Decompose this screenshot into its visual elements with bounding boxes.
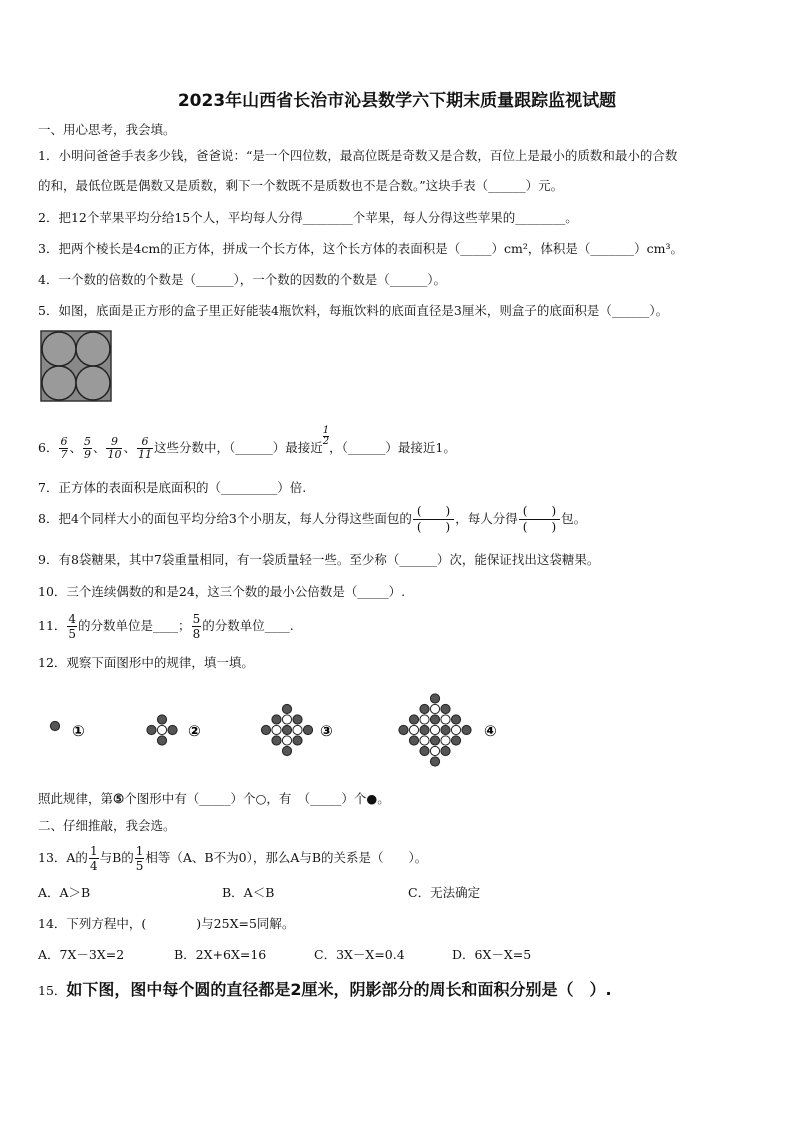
filled-dot (50, 721, 59, 730)
question-6-text-1: 这些分数中，（______）最接近 (154, 440, 323, 455)
question-11: 11． $\frac{4}{5}$ 的分数单位是____； $\frac{5}{8}$ 的分数单位____. (38, 612, 294, 641)
filled-dot (441, 704, 450, 713)
answer-fraction-blank-1[interactable]: $\frac{( )}{( )}$ (413, 504, 454, 535)
filled-dot (409, 715, 418, 724)
pattern-figure-2 (147, 715, 177, 745)
filled-dot (293, 715, 302, 724)
question-5: 5．如图，底面是正方形的盒子里正好能装4瓶饮料，每瓶饮料的底面直径是3厘米，则盒子的底面积是（______）。 (38, 303, 669, 318)
filled-dot (420, 725, 429, 734)
filled-dot (157, 715, 166, 724)
question-13: 13．A的 $\frac{1}{4}$ 与B的 $\frac{1}{5}$ 相等（A、B不为0），那么A与B的关系是（ ）。 (38, 844, 428, 873)
fraction-1-2: $\frac{1}{2}$ (322, 425, 330, 447)
section-2-heading: 二、仔细推敲，我会选。 (38, 818, 176, 833)
fraction-6-11: $\frac{6}{11}$ (138, 435, 152, 461)
filled-dot (430, 736, 439, 745)
filled-dot (272, 715, 281, 724)
filled-dot (462, 725, 471, 734)
answer-fraction-blank-2[interactable]: $\frac{( )}{( )}$ (519, 504, 560, 535)
question-6-text-2: ，（______）最接近1。 (329, 440, 456, 455)
fraction-6-7: $\frac{6}{7}$ (60, 435, 68, 461)
question-2: 2．把12个苹果平均分给15个人，平均每人分得________个苹果，每人分得这些苹果的________。 (38, 210, 578, 225)
filled-dot (168, 725, 177, 734)
filled-dot (282, 704, 291, 713)
pattern-figure-1 (50, 721, 59, 730)
question-14-option-d[interactable]: D．6X－X=5 (452, 947, 532, 962)
question-6-number: 6． (38, 440, 59, 455)
page-title: 2023年山西省长治市沁县数学六下期末质量跟踪监视试题 (177, 91, 617, 111)
question-15 (38, 982, 612, 999)
fraction-5-8: $\frac{5}{8}$ (192, 612, 201, 641)
circled-five: ⑤ (113, 791, 125, 806)
pattern-figure-3 (261, 704, 312, 755)
question-8-text-1: 8．把4个同样大小的面包平均分给3个小朋友，每人分得这些面包的 (38, 511, 412, 526)
fraction-9-10: $\frac{9}{10}$ (107, 435, 122, 461)
question-1-line-2: 的和，最低位既是偶数又是质数，剩下一个数既不是质数也不是合数。”这块手表（______）元。 (38, 178, 564, 193)
question-1-line-1: 1．小明问爸爸手表多少钱，爸爸说：“是一个四位数，最高位既是奇数又是合数，百位上是最小的质数和最小的合数 (38, 148, 678, 163)
fraction-1-4: $\frac{1}{4}$ (89, 844, 98, 873)
hollow-dot (441, 715, 450, 724)
filled-dot (409, 736, 418, 745)
hollow-dot (451, 725, 460, 734)
question-9: 9．有8袋糖果，其中7袋重量相同，有一袋质量轻一些。至少称（______）次，能保证找出这袋糖果。 (38, 552, 600, 567)
question-10: 10．三个连续偶数的和是24，这三个数的最小公倍数是（_____）. (38, 584, 406, 599)
bottle-box-figure (40, 330, 112, 402)
hollow-dot (441, 736, 450, 745)
pattern-label-1: ① (72, 722, 85, 740)
question-7: 7．正方体的表面积是底面积的（_________）倍. (38, 480, 307, 495)
question-8-text-3: 包。 (561, 511, 587, 526)
filled-dot (157, 736, 166, 745)
question-12: 12．观察下面图形中的规律，填一填。 (38, 655, 254, 670)
hollow-dot (430, 725, 439, 734)
hollow-dot (420, 736, 429, 745)
question-13-option-c[interactable]: C．无法确定 (408, 885, 481, 900)
hollow-dot (293, 725, 302, 734)
pattern-label-2: ② (188, 722, 201, 740)
filled-dot (399, 725, 408, 734)
filled-dot (441, 725, 450, 734)
pattern-figure-4 (399, 694, 471, 766)
filled-dot (282, 746, 291, 755)
filled-dot (303, 725, 312, 734)
question-14-option-c[interactable]: C．3X－X=0.4 (314, 947, 405, 962)
question-14-option-a[interactable]: A．7X－3X=2 (38, 947, 125, 962)
question-11-number: 11． (38, 618, 67, 633)
hollow-dot (157, 725, 166, 734)
fraction-4-5: $\frac{4}{5}$ (68, 612, 77, 641)
question-8-text-2: ，每人分得 (455, 511, 518, 526)
filled-dot (430, 715, 439, 724)
question-13-option-a[interactable]: A．A＞B (38, 885, 91, 900)
filled-dot (420, 746, 429, 755)
question-8 (38, 504, 586, 535)
hollow-dot (282, 736, 291, 745)
question-4: 4．一个数的倍数的个数是（______），一个数的因数的个数是（______）。 (38, 272, 446, 287)
section-1-heading: 一、用心思考，我会填。 (38, 122, 176, 137)
filled-dot (451, 736, 460, 745)
fraction-5-9: $\frac{5}{9}$ (83, 435, 91, 461)
question-15-text: 如下图，图中每个圆的直径都是2厘米，阴影部分的周长和面积分别是（ ）. (66, 980, 612, 999)
question-15-number: 15． (38, 983, 67, 998)
filled-dot (293, 736, 302, 745)
question-14: 14．下列方程中，( )与25X=5同解。 (38, 916, 295, 931)
filled-dot (430, 694, 439, 703)
filled-dot (441, 746, 450, 755)
filled-dot (451, 715, 460, 724)
hollow-dot (409, 725, 418, 734)
pattern-label-3: ③ (320, 722, 333, 740)
pattern-label-4: ④ (484, 722, 497, 740)
hollow-dot (282, 715, 291, 724)
filled-dot (420, 704, 429, 713)
filled-dot (147, 725, 156, 734)
hollow-dot (430, 746, 439, 755)
fraction-1-5: $\frac{1}{5}$ (135, 844, 144, 873)
question-13-option-b[interactable]: B．A＜B (222, 885, 275, 900)
dot-pattern-figures (40, 688, 510, 776)
filled-dot (282, 725, 291, 734)
filled-dot (261, 725, 270, 734)
hollow-dot (430, 704, 439, 713)
question-12-answer: 照此规律，第⑤个图形中有（_____）个○，有 （_____）个●。 (38, 791, 390, 806)
hollow-dot (420, 715, 429, 724)
hollow-dot (272, 725, 281, 734)
question-3: 3．把两个棱长是4cm的正方体，拼成一个长方体，这个长方体的表面积是（_____）cm²，体积是（_______）cm³。 (38, 241, 683, 256)
filled-dot (272, 736, 281, 745)
question-14-option-b[interactable]: B．2X+6X=16 (174, 947, 267, 962)
question-6: 6． $\frac{6}{7}$ 、 $\frac{5}{9}$ 、 $\frac{9}{10}$ 、 $\frac{6}{11}$ 这些分数中，（______）最接近 $\frac{1}{2}$，（______）最接近1。 (38, 425, 456, 461)
filled-dot (430, 757, 439, 766)
